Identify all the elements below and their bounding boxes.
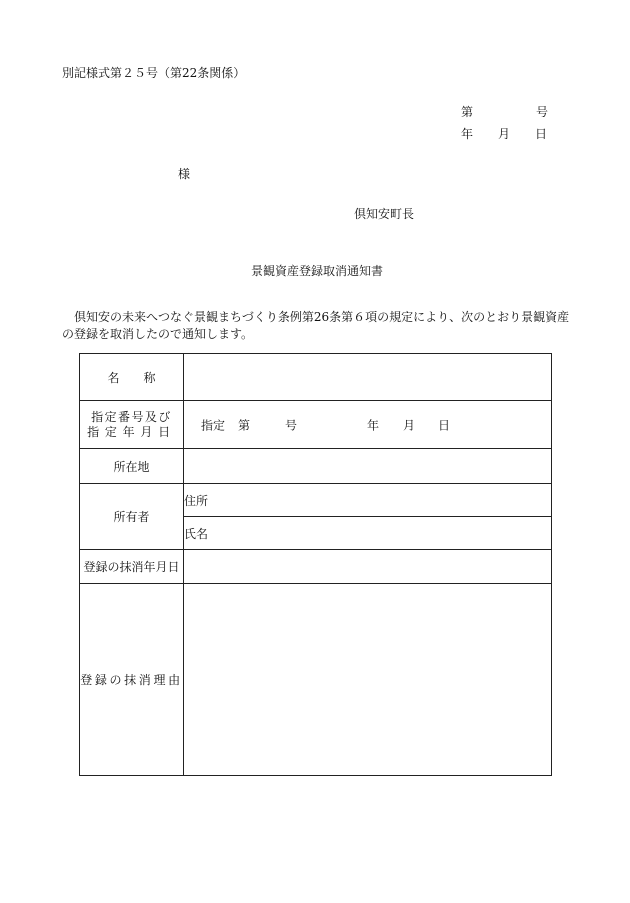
designation-go: 号 [285,418,298,432]
designation-shitei: 指定 [201,418,226,432]
owner-name-cell[interactable] [184,517,552,550]
name-label-cell [80,354,184,401]
owner-name-label: 氏名 [184,526,209,541]
name-value-cell[interactable] [184,354,552,401]
location-label: 所在地 [113,459,150,474]
deletion-date-label-cell [80,550,184,584]
designation-day: 日 [438,418,451,432]
deletion-date-label: 登録の抹消年月日 [83,560,180,574]
name-label: 名 称 [107,370,156,385]
deletion-reason-label-cell [80,584,184,776]
document-title: 景観資産登録取消通知書 [251,264,384,278]
designation-value-cell[interactable] [184,401,552,449]
designation-year: 年 [367,418,380,432]
designation-label-line2: 指定年月日 [87,424,176,439]
location-label-cell [80,449,184,484]
designation-dai: 第 [238,418,251,432]
designation-label-line1: 指定番号及び [91,409,172,424]
owner-address-label: 住所 [184,493,209,508]
table-row-designation [80,401,552,449]
deletion-reason-label: 登録の抹消理由 [80,673,183,687]
owner-label: 所有者 [113,510,150,524]
table-row-name [80,354,552,401]
table-row-deletion-date [80,550,552,584]
deletion-date-value-cell[interactable] [184,550,552,584]
addressee-honorific: 様 [178,167,191,181]
table-row-deletion-reason [80,584,552,776]
owner-label-cell [80,484,184,550]
owner-address-cell[interactable] [184,484,552,517]
issue-date-month: 月 [498,127,511,141]
deletion-reason-value-cell[interactable] [184,584,552,776]
table-row-location [80,449,552,484]
issue-date-day: 日 [535,127,548,141]
document-number-suffix: 号 [536,105,549,119]
issue-date-year: 年 [461,127,474,141]
body-paragraph: 倶知安の未来へつなぐ景観まちづくり条例第26条第６項の規定により、次のとおり景観資産の登録を取消したので通知します。 [62,310,570,341]
table-row-owner-address [80,484,552,517]
registration-table [79,353,552,776]
designation-month: 月 [403,418,416,432]
location-value-cell[interactable] [184,449,552,484]
document-number-prefix: 第 [461,105,474,119]
form-number-label: 別記様式第２５号（第22条関係） [62,66,246,80]
issuer-name: 倶知安町長 [354,207,415,221]
designation-label-cell [80,401,184,449]
